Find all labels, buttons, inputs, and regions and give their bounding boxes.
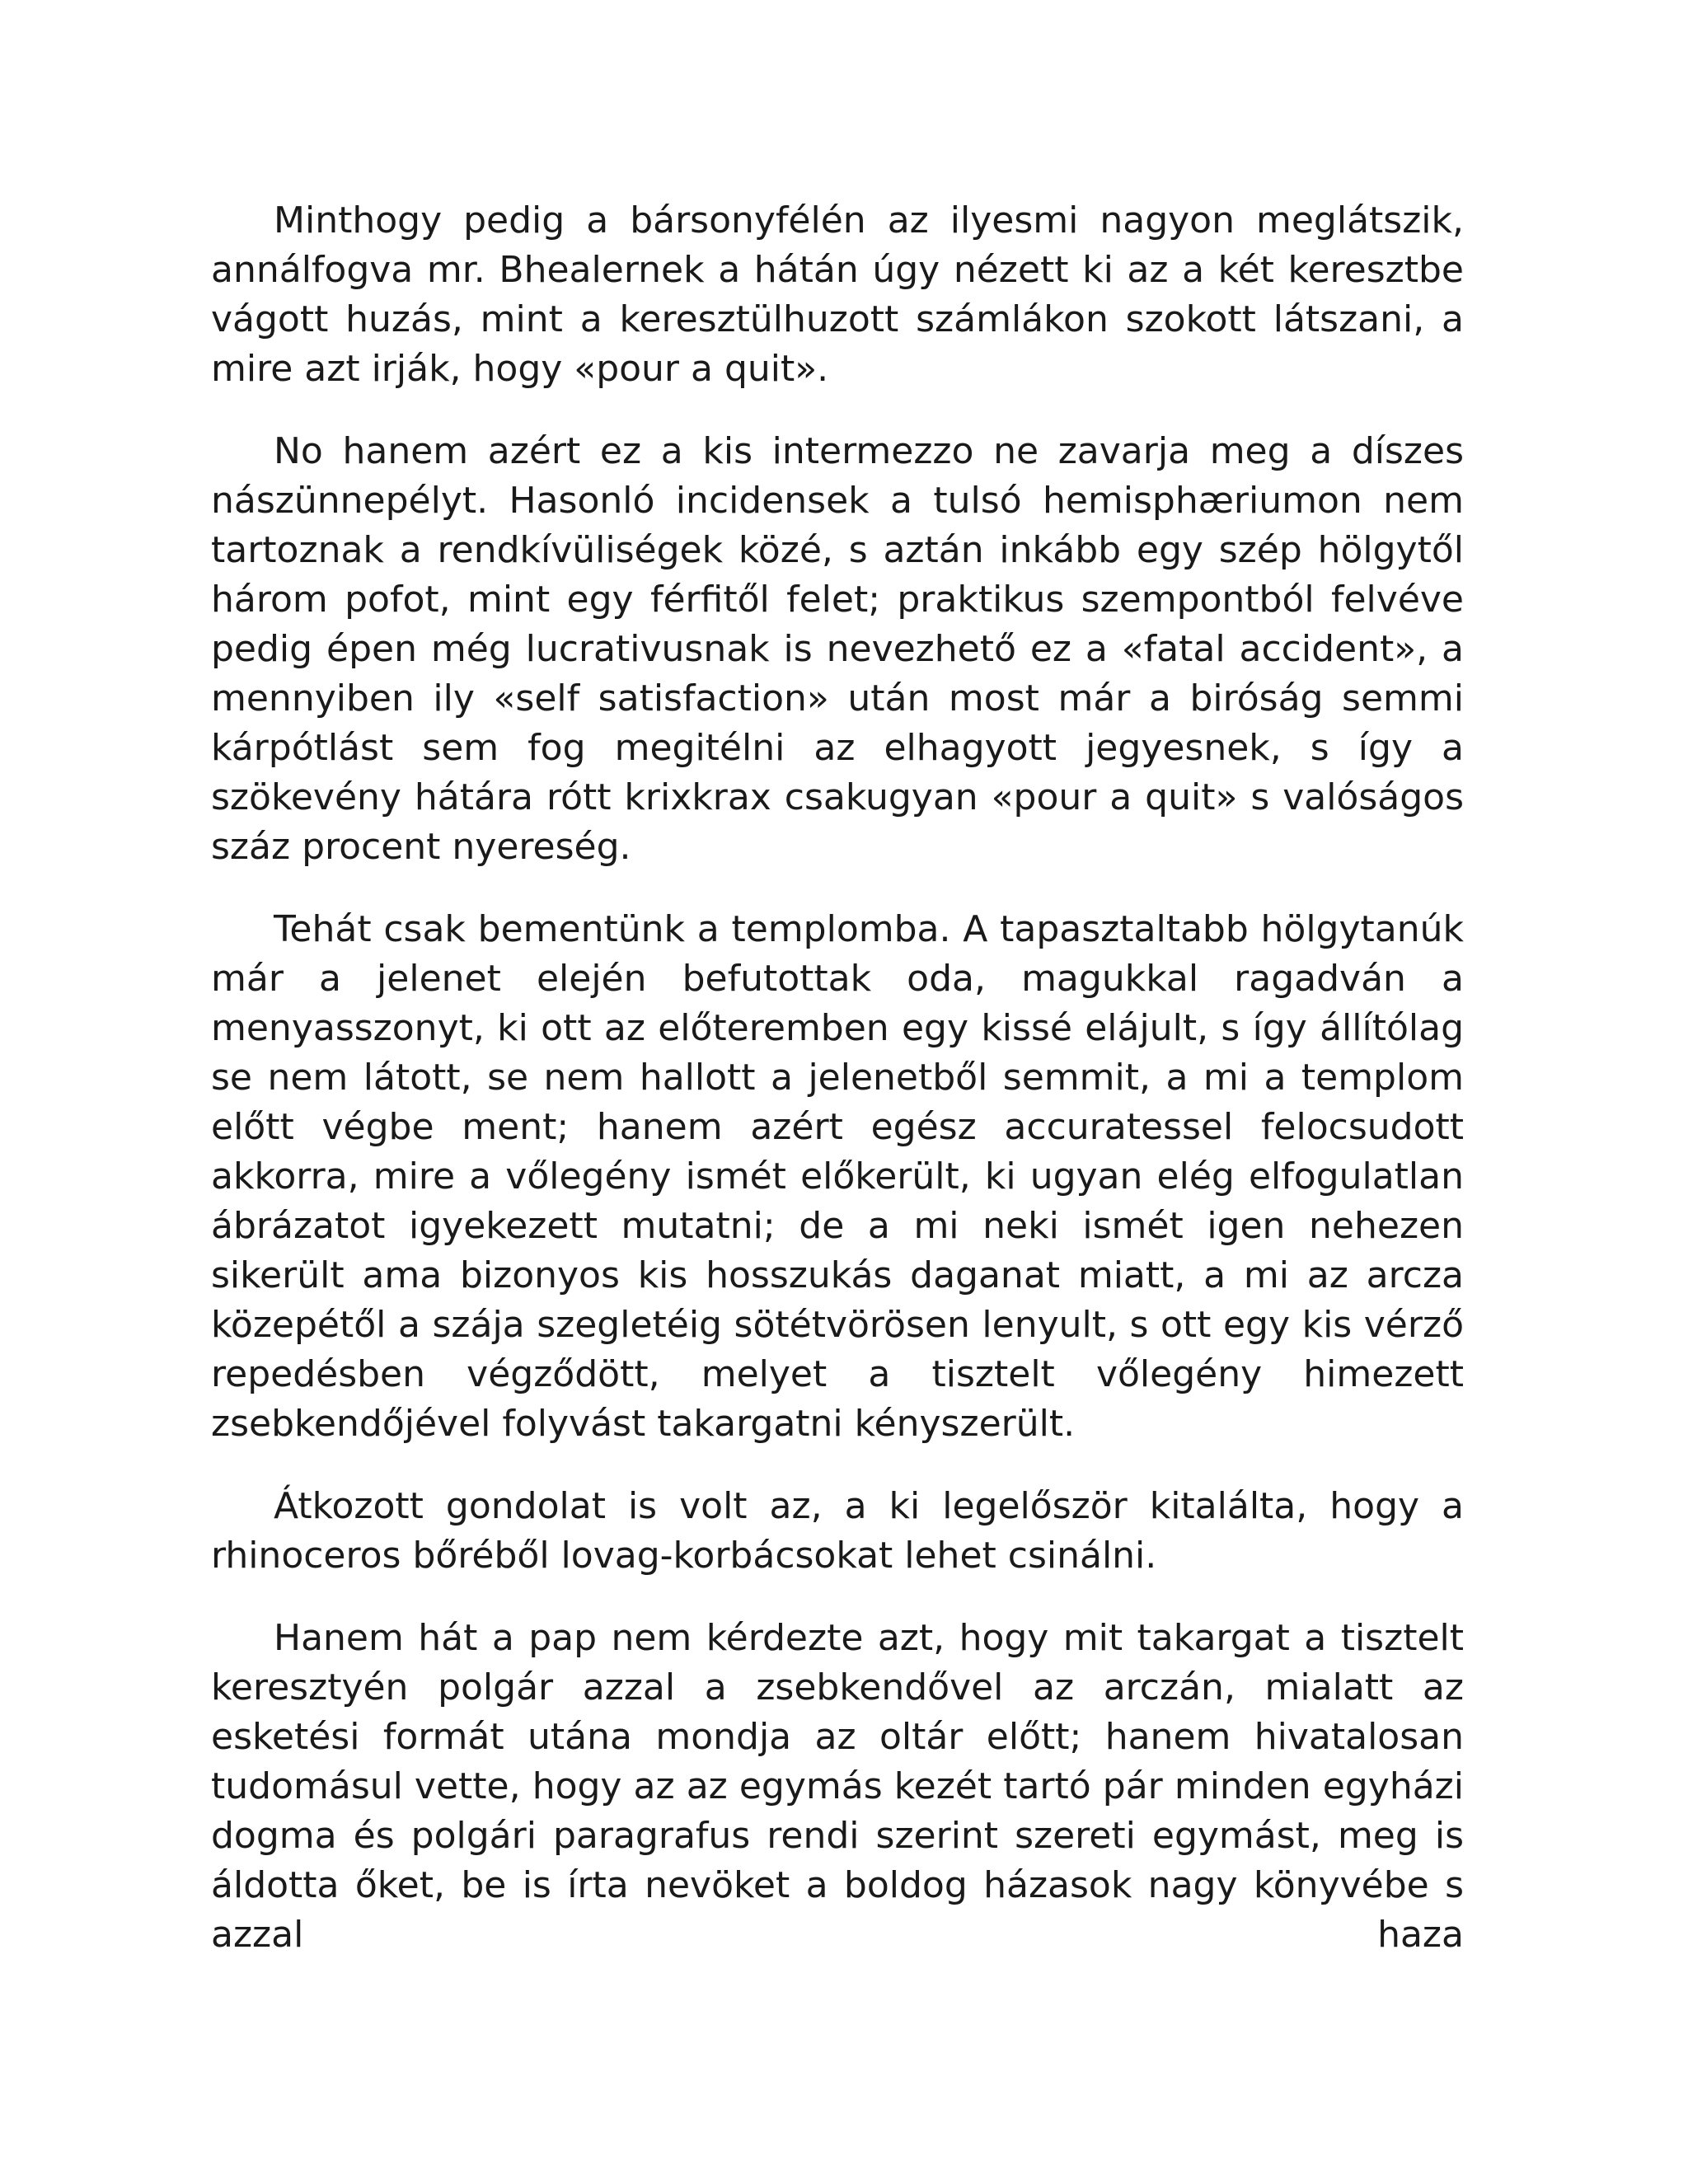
paragraph-1: Minthogy pedig a bársonyfélén az ilyesmi nagyon meglátszik, annálfogva mr. Bhealernek a hátán úgy nézett ki az a két keresztbe vágott huzás, mint a keresztülhuzott számlákon szokott látszani, a mire azt irják, hogy «pour a quit». xyxy=(211,199,1464,390)
paragraph-3: Tehát csak bementünk a templomba. A tapasztaltabb hölgytanúk már a jelenet elején befutottak oda, magukkal ragadván a menyasszonyt, ki ott az előteremben egy kissé elájult, s így állítólag se nem látott, se nem hallott a jelenetből semmit, a mi a templom előtt végbe ment; hanem azért egész accuratessel felocsudott akkorra, mire a vőlegény ismét előkerült, ki ugyan elég elfogulatlan ábrázatot igyekezett mutatni; de a mi neki ismét igen nehezen sikerült ama bizonyos kis hosszukás daganat miatt, a mi az arcza közepétől a szája szegletéig sötétvörösen lenyult, s ott egy kis vérző repedésben végződött, melyet a tisztelt vőlegény himezett zsebkendőjével folyvást takargatni kényszerült. xyxy=(211,908,1464,1445)
paragraph-2: No hanem azért ez a kis intermezzo ne zavarja meg a díszes nászünnepélyt. Hasonló incidensek a tulsó hemisphæriumon nem tartoznak a rendkívüliségek közé, s aztán inkább egy szép hölgytől három pofot, mint egy férfitől felet; praktikus szempontból felvéve pedig épen még lucrativusnak is nevezhető ez a «fatal accident», a mennyiben ily «self satisfaction» után most már a biróság semmi kárpótlást sem fog megitélni az elhagyott jegyesnek, s így a szökevény hátára rótt krixkrax csakugyan «pour a quit» s valóságos száz procent nyereség. xyxy=(211,430,1464,868)
paragraph-4: Átkozott gondolat is volt az, a ki legelőször kitalálta, hogy a rhinoceros bőréből lovag-korbácsokat lehet csinálni. xyxy=(211,1485,1464,1577)
text-body xyxy=(211,196,1464,1993)
paragraph-5: Hanem hát a pap nem kérdezte azt, hogy mit takargat a tisztelt keresztyén polgár azzal a zsebkendővel az arczán, mialatt az esketési formát utána mondja az oltár előtt; hanem hivatalosan tudomásul vette, hogy az az egymás kezét tartó pár minden egyházi dogma és polgári paragrafus rendi szerint szereti egymást, meg is áldotta őket, be is írta nevöket a boldog házasok nagy könyvébe s azzal haza xyxy=(211,1617,1464,1956)
